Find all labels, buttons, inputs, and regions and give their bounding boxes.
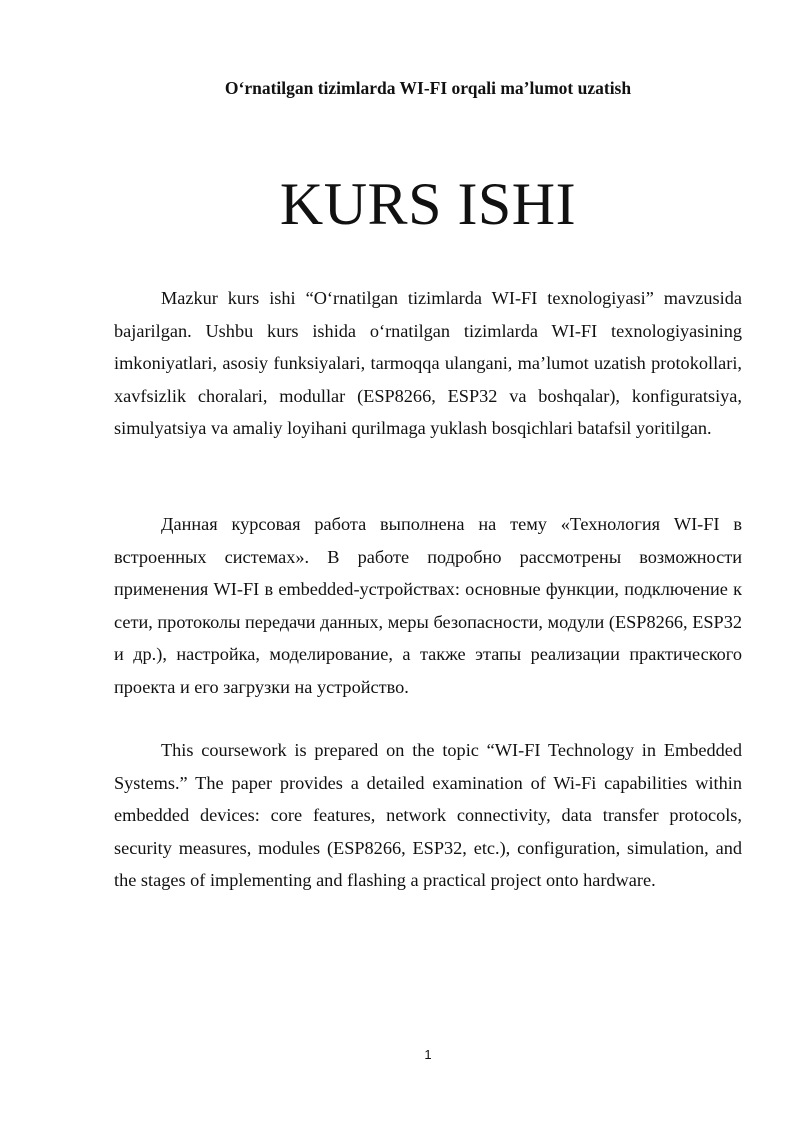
page-number: 1 — [424, 1047, 432, 1062]
header-title: O‘rnatilgan tizimlarda WI-FI orqali ma’lumot uzatish — [224, 78, 632, 98]
paragraph-english: This coursework is prepared on the topic “WI-FI Technology in Embedded Systems.” The paper provides a detailed examination of Wi-Fi capabilities within embedded devices: core features, network connectivity, data transfer protocols, security measures, modules (ESP8266, ESP32, etc.), configuration, simulation, and the stages of implementing and flashing a practical project onto hardware. — [114, 740, 742, 891]
paragraph-uzbek: Mazkur kurs ishi “O‘rnatilgan tizimlarda WI-FI texnologiyasi” mavzusida bajarilgan. Ushbu kurs ishida o‘rnatilgan tizimlarda WI-FI texnologiyasining imkoniyatlari, asosiy funksiyalari, tarmoqqa ulangani, ma’lumot uzatish protokollari, xavfsizlik choralari, modullar (ESP8266, ESP32 va boshqalar), konfiguratsiya, simulyatsiya va amaliy loyihani qurilmaga yuklash bosqichlari batafsil yoritilgan. — [114, 288, 742, 439]
main-title: KURS ISHI — [279, 171, 577, 237]
paragraph-russian: Данная курсовая работа выполнена на тему «Технология WI-FI в встроенных системах». В работе подробно рассмотрены возможности применения WI-FI в embedded-устройствах: основные функции, подключение к сети, протоколы передачи данных, меры безопасности, модули (ESP8266, ESP32 и др.), настройка, моделирование, а также этапы реализации практического проекта и его загрузки на устройство. — [114, 514, 742, 697]
